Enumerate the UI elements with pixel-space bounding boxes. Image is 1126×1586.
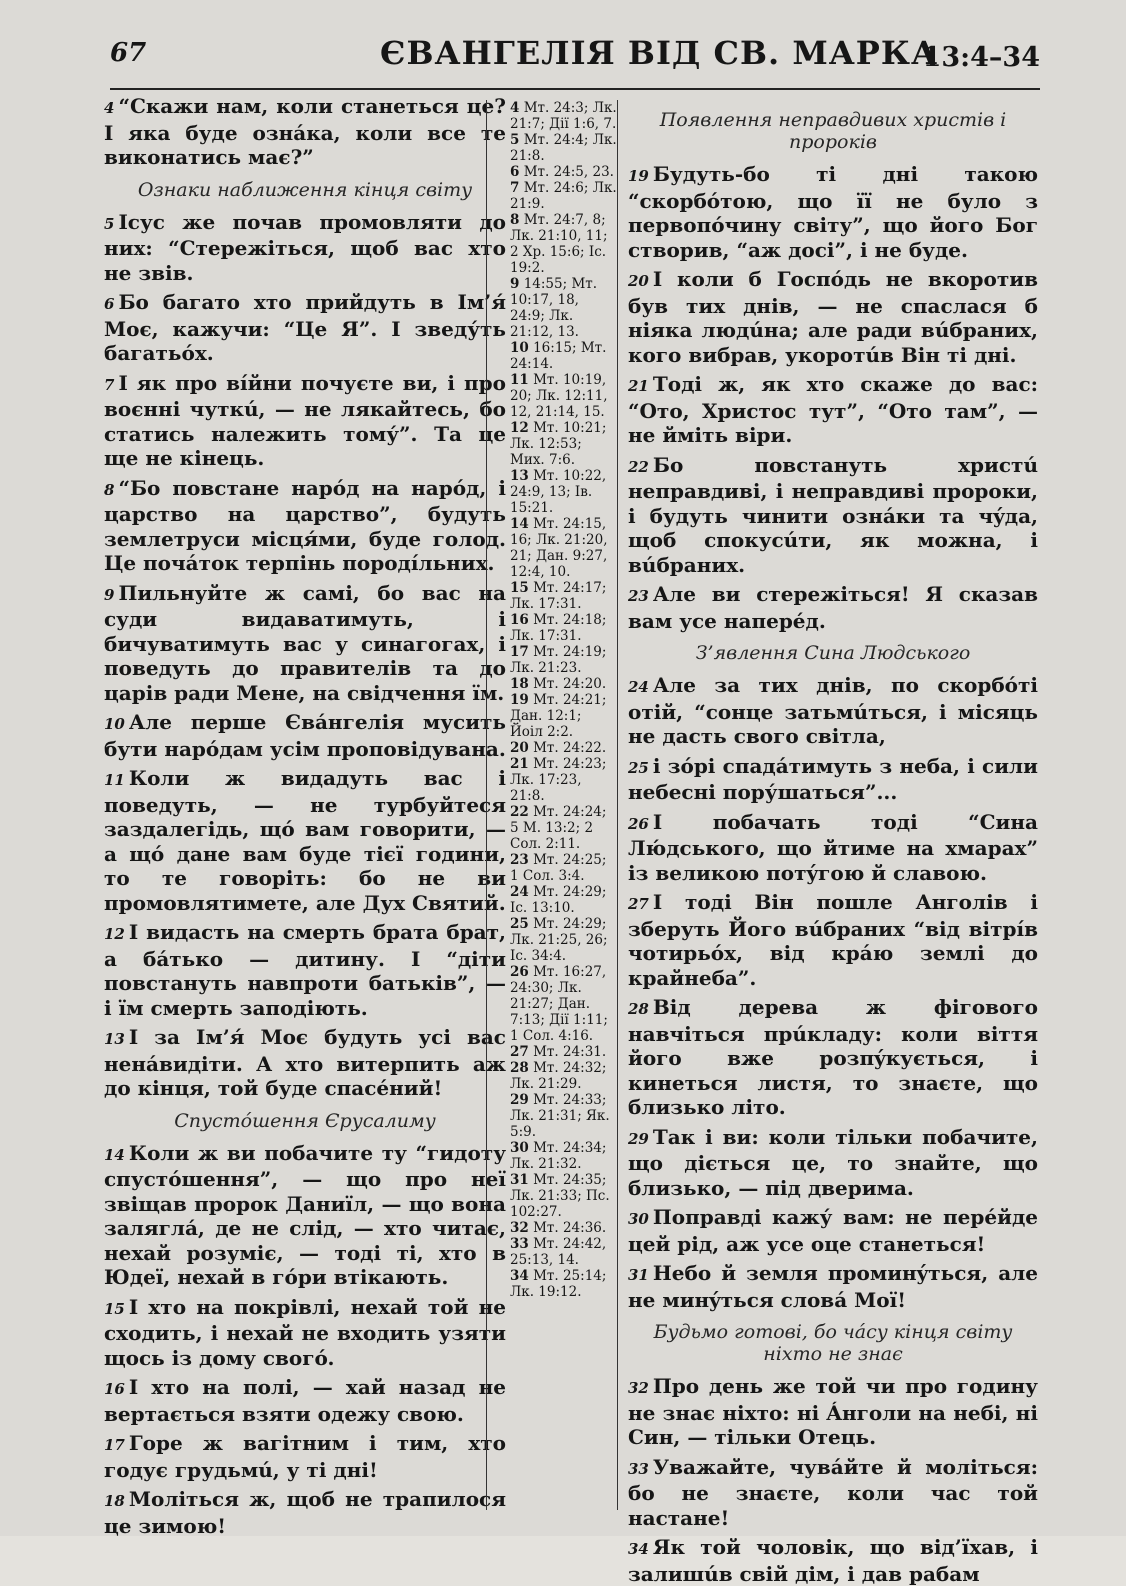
verse-number: 14 (104, 1145, 125, 1164)
verse (628, 1125, 1038, 1201)
cross-reference-number: 14 (510, 516, 529, 532)
chapter-verse-range: 13:4–34 (922, 42, 1040, 73)
page-header (110, 30, 1040, 92)
cross-reference-text: Мт. 24:20. (533, 676, 607, 692)
verse-text: І побачать тоді “Сина Лю́дського, що йтиме на хмарах” із великою потýгою й славою. (628, 809, 1038, 885)
verse-number: 7 (104, 375, 115, 394)
cross-reference-text: Мт. 10:19, 20; Лк. 12:11, 12, 21:14, 15. (510, 372, 608, 420)
cross-reference-text: Мт. 24:31. (533, 1044, 607, 1060)
verse-text: Поправді кажу́ вам: не перéйде цей рід, аж усе оце станеться! (628, 1205, 1038, 1256)
verse (628, 673, 1038, 749)
verse-number: 18 (104, 1492, 125, 1510)
verse-text: Як той чоловік, що від’їхав, і залишúв свій дім, і дав рабам (628, 1535, 1038, 1586)
cross-reference-text: Мт. 24:21; Дан. 12:1; Йоіл 2:2. (510, 692, 607, 740)
cross-reference (510, 276, 618, 340)
cross-reference (510, 212, 618, 276)
verse (104, 210, 506, 286)
verse (104, 1025, 506, 1101)
cross-reference-number: 26 (510, 964, 529, 980)
cross-reference-text: Мт. 24:18; Лк. 17:31. (510, 612, 607, 644)
cross-reference (510, 1060, 618, 1092)
verse-text: “Скажи нам, коли станеться це? І яка буде ознáка, коли все те виконатись має?” (104, 94, 506, 169)
verse-number: 27 (628, 895, 649, 913)
verse-text: Горе ж вагітним і тим, хто годує грудьмú, у ті дні! (104, 1431, 506, 1482)
verse-number: 30 (628, 1210, 649, 1228)
cross-reference-number: 10 (510, 340, 529, 356)
verse (104, 766, 506, 915)
verse-text: Бо повстануть христú неправдиві, і неправдиві пророки, і будуть чинити ознáки та чýда, щоб спокусúти, як можна, і вúбраних. (628, 452, 1038, 577)
verse-number: 10 (104, 715, 125, 733)
verse (104, 94, 506, 170)
right-text-column (628, 100, 1038, 1586)
verse-text: Ісус же почав промовляти до них: “Стережіться, щоб вас хто не звів. (104, 209, 506, 285)
cross-reference-number: 8 (510, 212, 520, 228)
verse-text: Від дерева ж фігового навчіться прúкладу: коли віття його вже розпýкується, і кинеться листя, то знаєте, що близько літо. (628, 995, 1038, 1119)
cross-reference-column (510, 100, 618, 1534)
verse (628, 810, 1038, 886)
verse-text: І видасть на смерть брата брат, а бáтько — дитину. І “діти повстануть навпроти батьків”, — і їм смерть заподіють. (104, 920, 506, 1020)
verse-text: Моліться ж, щоб не трапилося це зимою! (104, 1487, 506, 1538)
cross-reference (510, 804, 618, 852)
verse-number: 24 (628, 678, 649, 696)
verse-text: Але перше Єва́нгелія мусить бути нарóдам усім проповідувана. (104, 710, 506, 761)
verse-text: Будуть-бо ті дні такою “скорбóтою, що її не було з первопóчину світу”, що його Бог створив, “аж досі”, і не буде. (628, 162, 1038, 262)
cross-reference-number: 18 (510, 676, 529, 692)
cross-reference-text: Мт. 24:35; Лк. 21:33; Пс. 102:27. (510, 1172, 610, 1220)
verse (104, 1487, 506, 1538)
cross-reference (510, 644, 618, 676)
section-heading: Будьмо готові, бо чáсу кінця світу ніхто не знає (653, 1321, 1013, 1365)
cross-reference-text: Мт. 10:21; Лк. 12:53; Мих. 7:6. (510, 420, 607, 468)
cross-reference-number: 16 (510, 612, 529, 628)
verse-number: 8 (104, 480, 115, 499)
verse (628, 1261, 1038, 1312)
cross-reference-text: Мт. 24:19; Лк. 21:23. (510, 644, 607, 676)
page-number: 67 (110, 38, 147, 68)
cross-reference-text: Мт. 24:24; 5 М. 13:2; 2 Сол. 2:11. (510, 804, 607, 852)
verse-text: Тоді ж, як хто скаже до вас: “Ото, Христос тут”, “Ото там”, — не йміть віри. (628, 372, 1038, 447)
verse-text: Але за тих днів, по скорбóті отій, “сонце затьмúться, і місяць не дасть свого світла, (628, 673, 1038, 748)
cross-reference-text: Мт. 24:5, 23. (523, 164, 614, 180)
verse-number: 21 (628, 377, 649, 395)
cross-reference-text: Мт. 24:6; Лк. 21:9. (510, 180, 617, 212)
verse-text: “Бо повстане нарóд на нарóд, і царство на царство”, будуть землетруси місця́ми, буде голод. Це почáток терпінь породíльних. (104, 475, 506, 575)
cross-reference (510, 1140, 618, 1172)
cross-reference-text: Мт. 24:36. (533, 1220, 607, 1236)
cross-reference (510, 164, 618, 180)
cross-reference-text: Мт. 24:29; Лк. 21:25, 26; Іс. 34:4. (510, 916, 608, 964)
running-title: ЄВАНГЕЛІЯ ВІД СВ. МАРКА (380, 34, 939, 72)
cross-reference-number: 15 (510, 580, 529, 596)
verse-number: 9 (104, 585, 115, 604)
verse-text: Але ви стережіться! Я сказав вам усе напере́д. (628, 582, 1038, 633)
left-text-column (104, 94, 506, 1538)
verse-number: 25 (628, 758, 649, 777)
verse-number: 29 (628, 1129, 649, 1148)
cross-reference-text: Мт. 24:4; Лк. 21:8. (510, 132, 617, 164)
verse-text: Коли ж видадуть вас і поведуть, — не турбуйтеся заздалегідь, щó вам говорити, — а щó дане вам буде тієї години, то те говоріть: бо не ви промовлятимете, але Дух Святий. (104, 766, 506, 915)
verse-text: Коли ж ви побачите ту “гидоту спустóшення”, — що про неї звіщав пророк Даниїл, — що вона залягла́, де не слід, — хто читає, нехай розуміє, — тоді ті, хто в Юдеї, нехай в гóри втікають. (104, 1140, 506, 1289)
section-heading: Появлення неправдивих христів і пророків (659, 109, 1007, 153)
cross-reference-number: 4 (510, 100, 520, 116)
cross-reference (510, 420, 618, 468)
cross-reference (510, 692, 618, 740)
cross-reference (510, 756, 618, 804)
section-heading: З’явлення Сина Людського (695, 642, 971, 664)
verse-text: І хто на полі, — хай назад не вертається взяти одежу свою. (104, 1375, 506, 1426)
cross-reference-text: Мт. 24:22. (533, 740, 607, 756)
verse (628, 453, 1038, 578)
cross-reference-number: 20 (510, 740, 529, 756)
cross-reference-number: 33 (510, 1236, 529, 1252)
verse-text: Небо й земля проминýться, але не минýться словá Мої! (628, 1261, 1038, 1312)
verse-number: 23 (628, 587, 649, 605)
verse (104, 1295, 506, 1371)
cross-reference-text: Мт. 24:7, 8; Лк. 21:10, 11; 2 Хр. 15:6; Іс. 19:2. (510, 212, 608, 276)
cross-reference-number: 5 (510, 132, 520, 148)
verse (104, 1141, 506, 1290)
verse (104, 371, 506, 471)
verse-text: І як про вíйни почуєте ви, і про воєнні чуткú, — не лякайтесь, бо статись належить тому́”. Та це ще не кінець. (104, 370, 506, 470)
verse-number: 33 (628, 1459, 649, 1478)
verse-number: 5 (104, 214, 115, 233)
verse (628, 1205, 1038, 1256)
verse-text: Так і ви: коли тільки побачите, що діється це, то знайте, що близько, — під дверима. (628, 1124, 1038, 1200)
cross-reference-text: Мт. 24:3; Лк. 21:7; Дії 1:6, 7. (510, 100, 617, 132)
cross-reference-number: 34 (510, 1268, 529, 1284)
verse-number: 20 (628, 272, 649, 290)
cross-reference-text: Мт. 24:23; Лк. 17:23, 21:8. (510, 756, 607, 804)
verse (628, 754, 1038, 805)
cross-reference-text: Мт. 24:29; Іс. 13:10. (510, 884, 607, 916)
verse-number: 22 (628, 457, 649, 476)
cross-reference (510, 468, 618, 516)
cross-reference-number: 22 (510, 804, 529, 820)
verse (104, 581, 506, 706)
column-divider-right (617, 100, 618, 1510)
verse-number: 15 (104, 1299, 125, 1318)
cross-reference (510, 1268, 618, 1300)
cross-reference-text: 16:15; Мт. 24:14. (510, 340, 607, 372)
cross-reference-text: Мт. 24:42, 25:13, 14. (510, 1236, 607, 1268)
verse-number: 19 (628, 167, 649, 185)
cross-reference (510, 580, 618, 612)
cross-reference (510, 612, 618, 644)
verse-number: 12 (104, 925, 125, 943)
verse-text: Пильнуйте ж самі, бо вас на суди видаватимуть, і бичуватимуть вас у синагогах, і поведуть до правителів та до царів ради Мене, на свідчення їм. (104, 580, 506, 705)
header-rule (110, 88, 1040, 90)
verse-number: 16 (104, 1380, 125, 1398)
verse-text: І тоді Він пошле Анголів і зберуть Його вúбраних “від вітрíв чотирьóх, від крáю землі до крайнеба”. (628, 890, 1038, 990)
cross-reference-number: 6 (510, 164, 520, 180)
verse (104, 290, 506, 366)
verse (104, 920, 506, 1020)
cross-reference (510, 964, 618, 1044)
verse-text: І коли б Госпóдь не вкоротив був тих днів, — не спаслася б ніяка людúна; але ради вúбраних, кого вибрав, укоротúв Він ті дні. (628, 267, 1038, 367)
cross-reference-text: Мт. 10:22, 24:9, 13; Ів. 15:21. (510, 468, 607, 516)
column-divider-left (486, 100, 487, 1510)
cross-reference-text: Мт. 24:34; Лк. 21:32. (510, 1140, 607, 1172)
cross-reference-number: 9 (510, 276, 520, 292)
verse-number: 17 (104, 1436, 125, 1454)
verse (628, 995, 1038, 1120)
cross-reference (510, 1172, 618, 1220)
verse (104, 476, 506, 576)
verse (104, 1431, 506, 1482)
cross-reference (510, 1092, 618, 1140)
cross-reference (510, 1044, 618, 1060)
cross-reference-number: 29 (510, 1092, 529, 1108)
cross-reference-number: 13 (510, 468, 529, 484)
verse (104, 710, 506, 761)
cross-reference (510, 372, 618, 420)
cross-reference-text: Мт. 24:32; Лк. 21:29. (510, 1060, 607, 1092)
verse-text: І за Ім’я́ Моє будуть усі вас ненáвидіти. А хто витерпить аж до кінця, той буде спасéний! (104, 1025, 506, 1100)
verse (628, 372, 1038, 448)
cross-reference-number: 27 (510, 1044, 529, 1060)
verse-text: Уважайте, чувáйте й моліться: бо не знаєте, коли час той настане! (628, 1454, 1038, 1530)
cross-reference-number: 30 (510, 1140, 529, 1156)
verse (628, 162, 1038, 262)
verse (628, 1535, 1038, 1586)
cross-reference (510, 884, 618, 916)
verse-number: 32 (628, 1379, 649, 1397)
cross-reference-text: Мт. 24:15, 16; Лк. 21:20, 21; Дан. 9:27, 12:4, 10. (510, 516, 608, 580)
cross-reference-number: 11 (510, 372, 529, 388)
cross-reference-number: 23 (510, 852, 529, 868)
cross-reference (510, 132, 618, 164)
cross-reference-number: 7 (510, 180, 520, 196)
cross-reference-text: Мт. 24:25; 1 Сол. 3:4. (510, 852, 607, 884)
verse-number: 28 (628, 1000, 649, 1018)
verse-number: 6 (104, 295, 115, 313)
verse-text: Бо багато хто прийдуть в Ім’я́ Моє, кажучи: “Це Я”. І зведу́ть багатьóх. (104, 290, 506, 365)
cross-reference-number: 28 (510, 1060, 529, 1076)
verse-number: 13 (104, 1030, 125, 1048)
cross-reference-number: 19 (510, 692, 529, 708)
verse (628, 890, 1038, 990)
verse (104, 1375, 506, 1426)
cross-reference-number: 12 (510, 420, 529, 436)
verse-text: Про день же той чи про годину не знає ніхто: ні Áнголи на небі, ні Син, — тільки Отець. (628, 1374, 1038, 1449)
verse-number: 31 (628, 1266, 649, 1284)
cross-reference-number: 17 (510, 644, 529, 660)
cross-reference (510, 1220, 618, 1236)
cross-reference (510, 852, 618, 884)
cross-reference-text: Мт. 16:27, 24:30; Лк. 21:27; Дан. 7:13; Дії 1:11; 1 Сол. 4:16. (510, 964, 608, 1044)
cross-reference (510, 916, 618, 964)
section-heading: Спустóшення Єрусалиму (174, 1109, 436, 1132)
cross-reference (510, 516, 618, 580)
verse-text: І хто на покрівлі, нехай той не сходить, і нехай не входить узяти щось із дому свогó. (104, 1294, 506, 1370)
cross-reference-text: Мт. 25:14; Лк. 19:12. (510, 1268, 607, 1300)
cross-reference-number: 31 (510, 1172, 529, 1188)
verse-number: 11 (104, 771, 125, 789)
cross-reference (510, 676, 618, 692)
verse-number: 4 (104, 99, 115, 117)
cross-reference (510, 1236, 618, 1268)
cross-reference-number: 32 (510, 1220, 529, 1236)
cross-reference-number: 25 (510, 916, 529, 932)
verse (628, 1455, 1038, 1531)
verse-number: 34 (628, 1540, 649, 1558)
cross-reference-text: 14:55; Мт. 10:17, 18, 24:9; Лк. 21:12, 13. (510, 276, 598, 340)
cross-reference (510, 340, 618, 372)
cross-reference-number: 24 (510, 884, 529, 900)
verse (628, 582, 1038, 633)
verse (628, 1374, 1038, 1450)
cross-reference-text: Мт. 24:33; Лк. 21:31; Як. 5:9. (510, 1092, 610, 1140)
verse (628, 267, 1038, 367)
cross-reference (510, 180, 618, 212)
cross-reference-text: Мт. 24:17; Лк. 17:31. (510, 580, 607, 612)
verse-number: 26 (628, 814, 649, 833)
cross-reference (510, 740, 618, 756)
section-heading: Ознаки наближення кінця світу (137, 178, 473, 201)
cross-reference-number: 21 (510, 756, 529, 772)
cross-reference (510, 100, 618, 132)
verse-text: і зóрі спадáтимуть з неба, і сили небесні пору́шаться”... (628, 753, 1038, 804)
